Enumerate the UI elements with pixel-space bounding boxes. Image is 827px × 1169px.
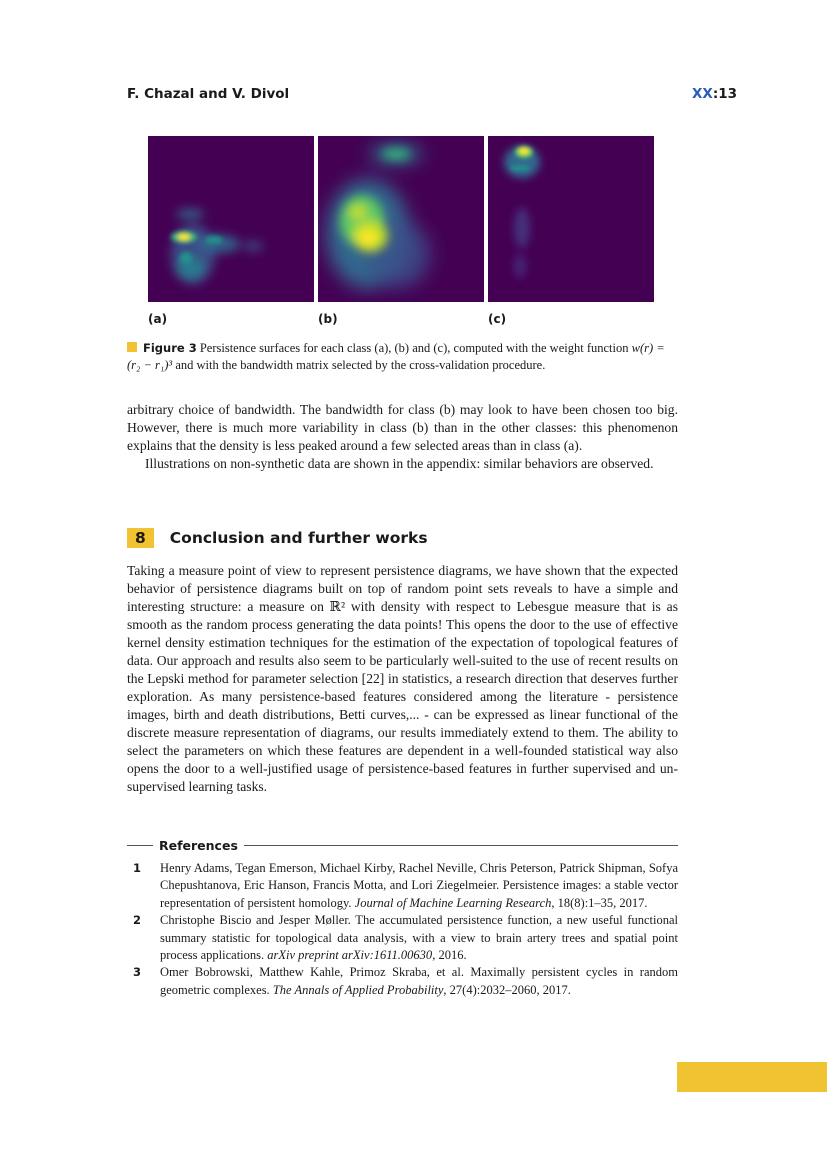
reference-body: Christophe Biscio and Jesper Møller. The accumulated persistence function, a new useful functional summary statistic for topological data analysis, with a view to brain artery trees and spatial point process applications. [160,913,678,963]
heatmap-panel-a [148,136,314,302]
body-section-7-end [127,401,678,473]
reference-body: Omer Bobrowski, Matthew Kahle, Primoz Skraba, et al. Maximally persistent cycles in random geometric complexes. [160,965,678,997]
reference-item [127,912,678,964]
rule-left [127,845,153,846]
heat-blob [205,236,223,244]
figure-caption [127,340,679,374]
reference-venue: The Annals of Applied Probability [272,982,444,997]
panel-label-c: (c) [488,312,507,326]
reference-venue: Journal of Machine Learning Research [354,895,552,910]
heatmap-a-svg [148,136,314,302]
reference-item [127,964,678,999]
reference-venue: arXiv preprint arXiv:1611.00630 [267,948,433,963]
heat-blob [510,165,530,171]
corner-tab [677,1062,827,1092]
section-number: 8 [127,528,154,548]
panel-label-a: (a) [148,312,168,326]
references-heading [127,836,678,854]
reference-body: Henry Adams, Tegan Emerson, Michael Kirby, Rachel Neville, Chris Peterson, Patrick Shipman, Sofya Chepushtanova, Eric Hanson, Francis Motta, and Lori Ziegelmeier. Persistence images: a stable vector representation of persistent homology. [160,861,678,910]
reference-number: 2 [133,913,142,928]
heat-blob [514,208,530,248]
heat-blob [382,149,410,159]
reference-text [160,860,678,912]
section-8-body [127,562,678,796]
reference-text [160,964,678,999]
heat-peak [519,148,529,155]
reference-item [127,860,678,912]
heatmap-b-svg [318,136,484,302]
references-title: References [159,837,238,853]
reference-text [160,912,678,964]
page-number-suffix: :13 [712,86,737,102]
reference-tail: , 27(4):2032–2060, 2017. [443,982,571,997]
caption-math: w(r) = (r₂ − r₁)³ [127,341,665,372]
paragraph: Illustrations on non-synthetic data are shown in the appendix: similar behaviors are observed. [145,456,654,471]
heat-blob [243,241,263,251]
reference-number: 1 [133,861,142,875]
caption-label: Figure 3 [143,341,197,355]
heatmap-panel-c [488,136,654,302]
heatmap-c-svg [488,136,654,302]
reference-tail: , 2016. [432,948,467,963]
rule-right [244,845,678,846]
paragraph: Taking a measure point of view to represent persistence diagrams, we have shown that the expected behavior of persistence diagrams built on top of random point sets reveals to have a simple and interesting structure: a measure on ℝ² with density with respect to Lebesgue measure that is as smooth as the random process generating the data points! This opens the door to the use of effective kernel density estimation techniques for the estimation of the expectation of topological features of data. Our approach and results also seem to be particularly well-suited to the use of recent results on the Lepski method for parameter selection [22] in statistics, a research direction that deserves further exploration. As many persistence-based features considered among the literature - persistence images, birth and death distributions, Betti curves,... - can be expressed as linear functional of the discrete measure representation of diagrams, our results immediately extend to them. The ability to select the parameters on which these features are dependent in a well-founded statistical way also opens the door to a well-justified usage of persistence-based features in further supervised and un-supervised learning tasks. [127,563,678,794]
authors: F. Chazal and V. Divol [127,86,290,102]
section-title: Conclusion and further works [169,529,428,547]
paragraph: arbitrary choice of bandwidth. The bandwidth for class (b) may look to have been chosen too big. However, there is much more variability in class (b) than in the other classes: this phenomenon explains that the density is less peaked around a few selected areas than in class (a). [127,402,678,453]
section-heading [127,527,428,549]
heat-peak [178,234,190,241]
reference-list [127,860,678,999]
page-number-prefix[interactable]: XX [691,86,713,102]
reference-tail: , 18(8):1–35, 2017. [551,895,648,910]
heat-blob [176,209,204,219]
heat-blob [180,252,192,264]
figure-3 [148,136,658,326]
running-head [127,85,737,103]
panel-label-b: (b) [318,312,338,326]
heatmap-panel-b [318,136,484,302]
page-number [692,86,737,102]
heat-peak [350,205,366,219]
caption-text-2: and with the bandwidth matrix selected by the cross-validation procedure. [175,358,546,372]
caption-marker-icon [127,342,137,352]
heat-blob [514,254,526,278]
heat-peak [358,229,378,247]
caption-text-1: Persistence surfaces for each class (a), (b) and (c), computed with the weight function [199,341,629,355]
reference-number: 3 [133,965,142,980]
